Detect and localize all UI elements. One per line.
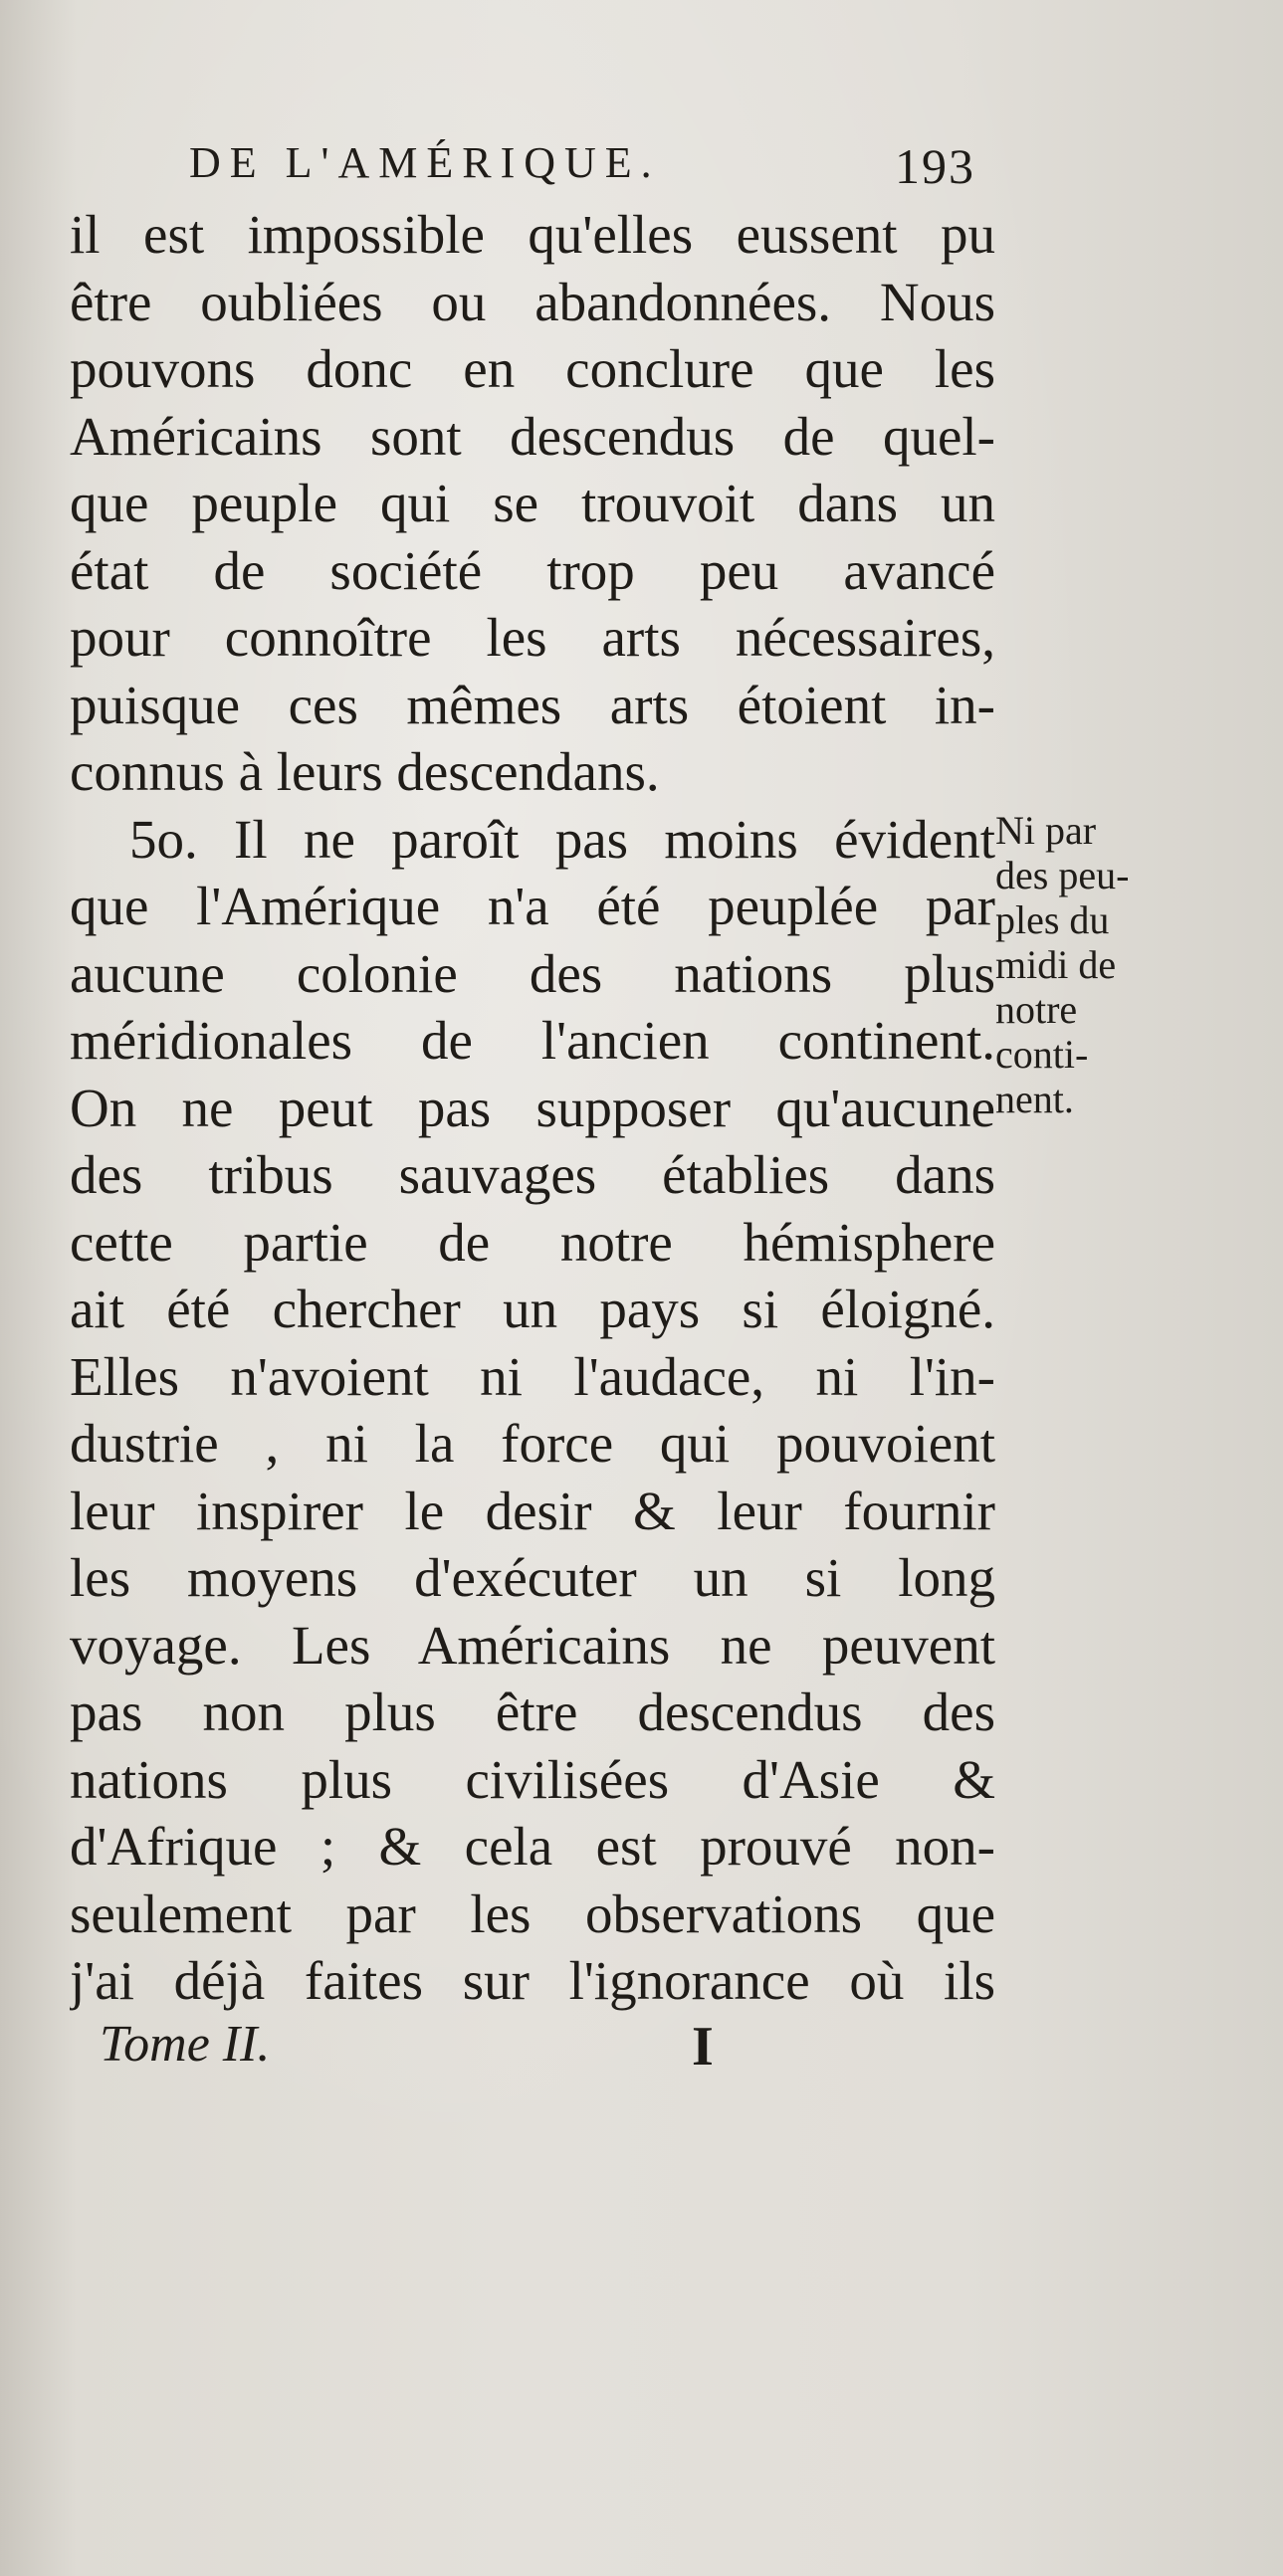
text-line: que l'Amérique n'a été peuplée par xyxy=(70,876,995,936)
margin-note-line: conti- xyxy=(995,1032,1089,1077)
text-line: voyage. Les Américains ne peuvent xyxy=(70,1614,995,1676)
text-line: puisque ces mêmes arts étoient in- xyxy=(70,674,995,735)
body-text xyxy=(70,201,995,2015)
text-line: ait été chercher un pays si éloigné. xyxy=(70,1279,995,1339)
margin-note-line: notre xyxy=(995,987,1078,1032)
text-line: état de société trop peu avancé xyxy=(70,539,995,601)
text-line: pas non plus être descendus des xyxy=(70,1682,995,1742)
volume-signature: Tome II. xyxy=(100,2016,271,2073)
margin-note-line: midi de xyxy=(995,942,1117,987)
margin-note-line: nent. xyxy=(995,1077,1074,1121)
text-line: des tribus sauvages établies dans xyxy=(70,1144,995,1205)
text-line: cette partie de notre hémisphere xyxy=(70,1211,995,1273)
running-title: DE L'AMÉRIQUE. xyxy=(189,138,661,187)
text-line: nations plus civilisées d'Asie & xyxy=(70,1748,995,1810)
margin-note xyxy=(995,808,1194,1121)
margin-note-line: ples du xyxy=(995,897,1110,942)
text-line: les moyens d'exécuter un si long xyxy=(70,1547,995,1608)
text-line: il est impossible qu'elles eussent pu xyxy=(70,204,995,265)
text-line: pour connoître les arts nécessaires, xyxy=(70,607,995,668)
text-line: Américains sont descendus de quel- xyxy=(70,405,995,467)
text-line: On ne peut pas supposer qu'aucune xyxy=(70,1077,995,1138)
text-line: que peuple qui se trouvoit dans un xyxy=(70,473,995,533)
text-line: d'Afrique ; & cela est prouvé non- xyxy=(70,1816,995,1877)
margin-note-line: des peu- xyxy=(995,853,1130,897)
text-line: j'ai déjà faites sur l'ignorance où ils xyxy=(70,1950,995,2011)
text-line: connus à leurs descendans. xyxy=(70,741,660,802)
text-line: seulement par les observations que xyxy=(70,1882,995,1944)
margin-note-line: Ni par xyxy=(995,808,1097,853)
text-line: Elles n'avoient ni l'audace, ni l'in- xyxy=(70,1345,995,1407)
text-line: pouvons donc en conclure que les xyxy=(70,338,995,399)
paragraph-start-line: 5o. Il ne paroît pas moins évident xyxy=(129,808,995,870)
text-line: méridionales de l'ancien continent. xyxy=(70,1010,995,1071)
text-line: dustrie , ni la force qui pouvoient xyxy=(70,1413,995,1474)
page-number: 193 xyxy=(895,138,975,194)
running-head xyxy=(189,137,975,197)
text-line: aucune colonie des nations plus xyxy=(70,942,995,1004)
gathering-signature-mark: I xyxy=(692,2016,714,2078)
text-line: être oubliées ou abandonnées. Nous xyxy=(70,271,995,332)
text-line: leur inspirer le desir & leur fournir xyxy=(70,1480,995,1541)
